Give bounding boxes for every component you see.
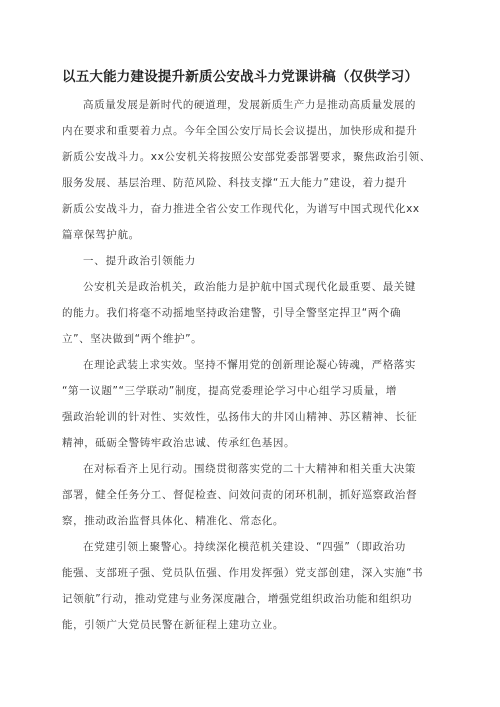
text-line: “第一议题”“三学联动”制度，提高党委理论学习中心组学习质量，增 bbox=[62, 385, 397, 397]
text-line: 服务发展、基层治理、防范风险、科技支撑“五大能力”建设，着力提升 bbox=[62, 177, 408, 189]
text-line: 能强、支部班子强、党员队伍强、作用发挥强）党支部创建，深入实施“书 bbox=[62, 567, 424, 579]
text-line: 的能力。我们将毫不动摇地坚持政治建警，引导全警坚定捍卫“两个确 bbox=[62, 307, 402, 319]
text-line: 精神，砥砺全警铸牢政治忠诚、传承红色基因。 bbox=[62, 437, 296, 449]
text-line: 在党建引领上聚警心。持续深化模范机关建设、“四强”（即政治功 bbox=[83, 541, 406, 553]
text-line: 新质公安战斗力。xx公安机关将按照公安部党委部署要求，聚焦政治引领、 bbox=[62, 151, 431, 163]
section-heading-text: 一、提升政治引领能力 bbox=[83, 255, 196, 267]
text-line: 在理论武装上求实效。坚持不懈用党的创新理论凝心铸魂，严格落实 bbox=[83, 359, 416, 371]
text-line: 立”、坚决做到“两个维护”。 bbox=[62, 333, 203, 345]
text-line: 高质量发展是新时代的硬道理，发展新质生产力是推动高质量发展的 bbox=[83, 99, 416, 111]
text-line: 能，引领广大党员民警在新征程上建功立业。 bbox=[62, 619, 284, 631]
text-line: 强政治轮训的针对性、实效性，弘扬伟大的井冈山精神、苏区精神、长征 bbox=[62, 411, 418, 423]
text-line: 公安机关是政治机关，政治能力是护航中国式现代化最重要、最关键 bbox=[83, 281, 416, 293]
text-line: 记领航”行动，推动党建与业务深度融合，增强党组织政治功能和组织功 bbox=[62, 593, 413, 605]
document-title: 以五大能力建设提升新质公安战斗力党课讲稿（仅供学习） bbox=[62, 69, 419, 85]
text-line: 在对标看齐上见行动。围绕贯彻落实党的二十大精神和相关重大决策 bbox=[83, 463, 416, 475]
text-line: 察，推动政治监督具体化、精准化、常态化。 bbox=[62, 515, 284, 527]
text-line: 新质公安战斗力，奋力推进全省公安工作现代化，为谱写中国式现代化xx bbox=[62, 203, 420, 215]
text-line: 内在要求和重要着力点。今年全国公安厅局长会议提出，加快形成和提升 bbox=[62, 125, 418, 137]
text-line: 部署，健全任务分工、督促检查、问效问责的闭环机制，抓好巡察政治督 bbox=[62, 489, 418, 501]
text-line: 篇章保驾护航。 bbox=[62, 229, 140, 241]
